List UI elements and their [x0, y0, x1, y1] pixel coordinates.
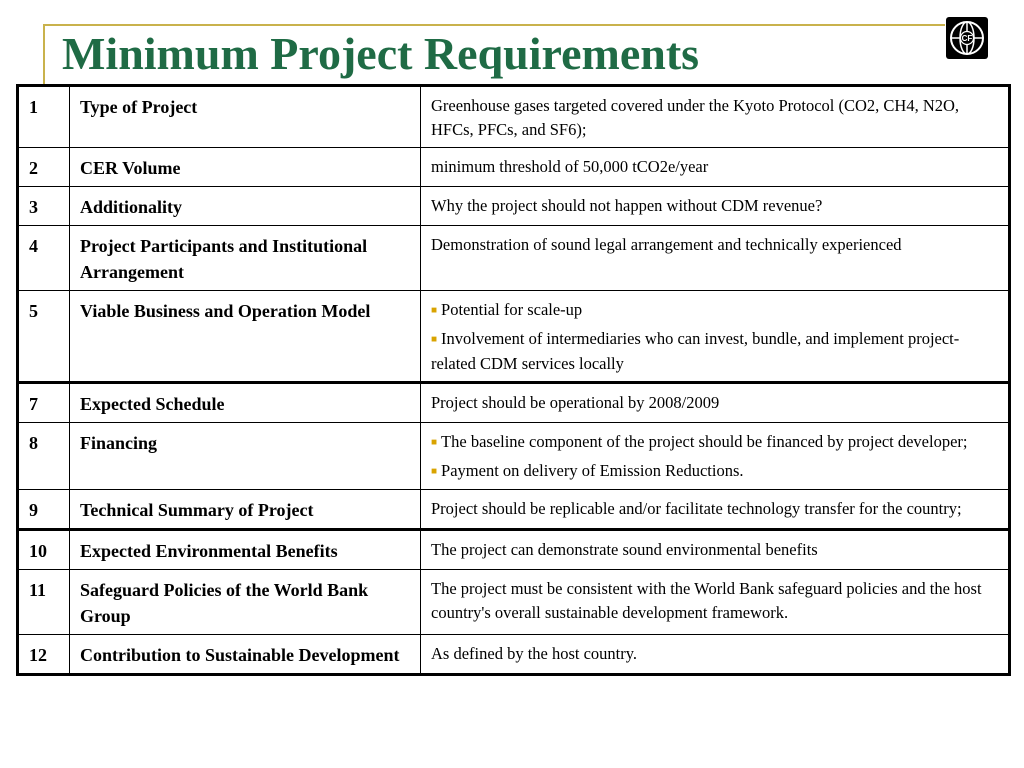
- bullet-item: [431, 430, 998, 455]
- table-row: [18, 226, 1010, 291]
- requirement-description: Project should be replicable and/or facilitate technology transfer for the country;: [421, 490, 1010, 530]
- requirement-label: Contribution to Sustainable Development: [70, 635, 421, 675]
- requirement-label: CER Volume: [70, 148, 421, 187]
- requirement-description: Project should be operational by 2008/2009: [421, 383, 1010, 423]
- table-row: [18, 635, 1010, 675]
- requirement-label: Expected Schedule: [70, 383, 421, 423]
- table-row: [18, 490, 1010, 530]
- bullet-item: [431, 327, 998, 376]
- row-number: 1: [18, 86, 70, 148]
- row-number: 3: [18, 187, 70, 226]
- bullet-text: Involvement of intermediaries who can invest, bundle, and implement project-related CDM services locally: [431, 329, 960, 373]
- row-number: 10: [18, 530, 70, 570]
- table-row: [18, 423, 1010, 490]
- row-number: 4: [18, 226, 70, 291]
- row-number: 11: [18, 570, 70, 635]
- requirement-label: Viable Business and Operation Model: [70, 291, 421, 383]
- requirements-table: [16, 84, 1011, 676]
- svg-text:CF: CF: [961, 34, 973, 43]
- requirement-label: Type of Project: [70, 86, 421, 148]
- table-row: [18, 148, 1010, 187]
- bullet-item: [431, 459, 998, 484]
- page-title: Minimum Project Requirements: [62, 28, 700, 79]
- requirement-label: Additionality: [70, 187, 421, 226]
- requirement-description: The project can demonstrate sound environmental benefits: [421, 530, 1010, 570]
- requirement-description: Demonstration of sound legal arrangement and technically experienced: [421, 226, 1010, 291]
- requirement-description: minimum threshold of 50,000 tCO2e/year: [421, 148, 1010, 187]
- requirement-description: [421, 423, 1010, 490]
- table-row: [18, 291, 1010, 383]
- accent-vertical-line: [43, 24, 45, 86]
- bullet-text: The baseline component of the project should be financed by project developer;: [441, 432, 968, 451]
- table-row: [18, 530, 1010, 570]
- square-bullet-icon: ■: [431, 334, 438, 345]
- table-row: [18, 187, 1010, 226]
- row-number: 7: [18, 383, 70, 423]
- bullet-text: Potential for scale-up: [441, 300, 583, 319]
- carbon-finance-globe-logo-icon: [946, 17, 988, 59]
- requirement-label: Project Participants and Institutional Arrangement: [70, 226, 421, 291]
- requirement-description: [421, 291, 1010, 383]
- requirement-description: As defined by the host country.: [421, 635, 1010, 675]
- requirement-label: Financing: [70, 423, 421, 490]
- bullet-text: Payment on delivery of Emission Reductions.: [441, 461, 744, 480]
- requirement-description: The project must be consistent with the World Bank safeguard policies and the host country's overall sustainable development framework.: [421, 570, 1010, 635]
- table-row: [18, 86, 1010, 148]
- table-row: [18, 570, 1010, 635]
- table-row: [18, 383, 1010, 423]
- bullet-item: [431, 298, 998, 323]
- row-number: 2: [18, 148, 70, 187]
- row-number: 9: [18, 490, 70, 530]
- row-number: 8: [18, 423, 70, 490]
- requirement-label: Expected Environmental Benefits: [70, 530, 421, 570]
- square-bullet-icon: ■: [431, 466, 438, 477]
- requirement-description: Greenhouse gases targeted covered under the Kyoto Protocol (CO2, CH4, N2O, HFCs, PFCs, and SF6);: [421, 86, 1010, 148]
- requirement-label: Safeguard Policies of the World Bank Group: [70, 570, 421, 635]
- square-bullet-icon: ■: [431, 305, 438, 316]
- row-number: 12: [18, 635, 70, 675]
- requirement-description: Why the project should not happen without CDM revenue?: [421, 187, 1010, 226]
- square-bullet-icon: ■: [431, 437, 438, 448]
- row-number: 5: [18, 291, 70, 383]
- requirement-label: Technical Summary of Project: [70, 490, 421, 530]
